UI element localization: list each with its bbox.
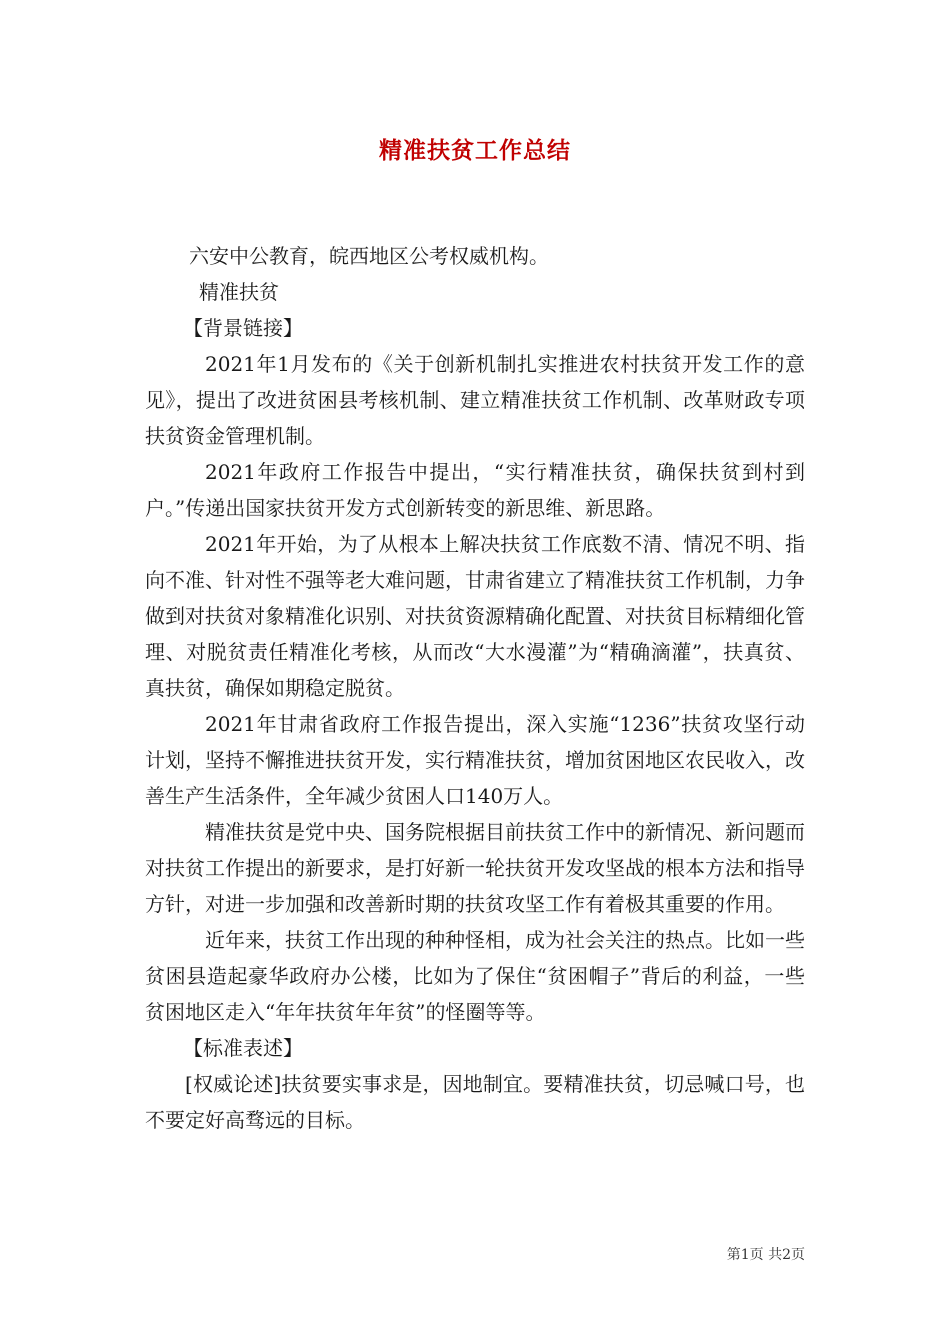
paragraph: 精准扶贫是党中央、国务院根据目前扶贫工作中的新情况、新问题而对扶贫工作提出的新要求，是打好新一轮扶贫开发攻坚战的根本方法和指导方针，对进一步加强和改善新时期的扶贫攻坚工作有着极其重要的作用。	[145, 820, 805, 916]
page-number: 第1页 共2页	[726, 1247, 805, 1263]
section-heading-background: 【背景链接】	[183, 316, 303, 340]
paragraph: 2021年开始，为了从根本上解决扶贫工作底数不清、情况不明、指向不准、针对性不强等老大难问题，甘肃省建立了精准扶贫工作机制，力争做到对扶贫对象精准化识别、对扶贫资源精确化配置、对扶贫目标精细化管理、对脱贫责任精准化考核，从而改“大水漫灌”为“精确滴灌”，扶真贫、真扶贫，确保如期稳定脱贫。	[145, 532, 805, 700]
document-body	[145, 238, 805, 1138]
section-heading-standard: 【标准表述】	[183, 1036, 303, 1060]
paragraph: 2021年政府工作报告中提出，“实行精准扶贫，确保扶贫到村到户。”传递出国家扶贫开发方式创新转变的新思维、新思路。	[145, 460, 805, 520]
paragraph-topic: 精准扶贫	[199, 280, 279, 304]
paragraph: 2021年1月发布的《关于创新机制扎实推进农村扶贫开发工作的意见》，提出了改进贫困县考核机制、建立精准扶贫工作机制、改革财政专项扶贫资金管理机制。	[145, 352, 805, 448]
paragraph: [权威论述]扶贫要实事求是，因地制宜。要精准扶贫，切忌喊口号，也不要定好高骛远的目标。	[145, 1072, 805, 1132]
paragraph: 2021年甘肃省政府工作报告提出，深入实施“1236”扶贫攻坚行动计划，坚持不懈推进扶贫开发，实行精准扶贫，增加贫困地区农民收入，改善生产生活条件，全年减少贫困人口140万人。	[145, 712, 805, 808]
paragraph: 近年来，扶贫工作出现的种种怪相，成为社会关注的热点。比如一些贫困县造起豪华政府办公楼，比如为了保住“贫困帽子”背后的利益，一些贫困地区走入“年年扶贫年年贫”的怪圈等等。	[145, 928, 805, 1024]
document-title: 精准扶贫工作总结	[379, 137, 571, 164]
paragraph-intro: 六安中公教育，皖西地区公考权威机构。	[189, 244, 549, 268]
